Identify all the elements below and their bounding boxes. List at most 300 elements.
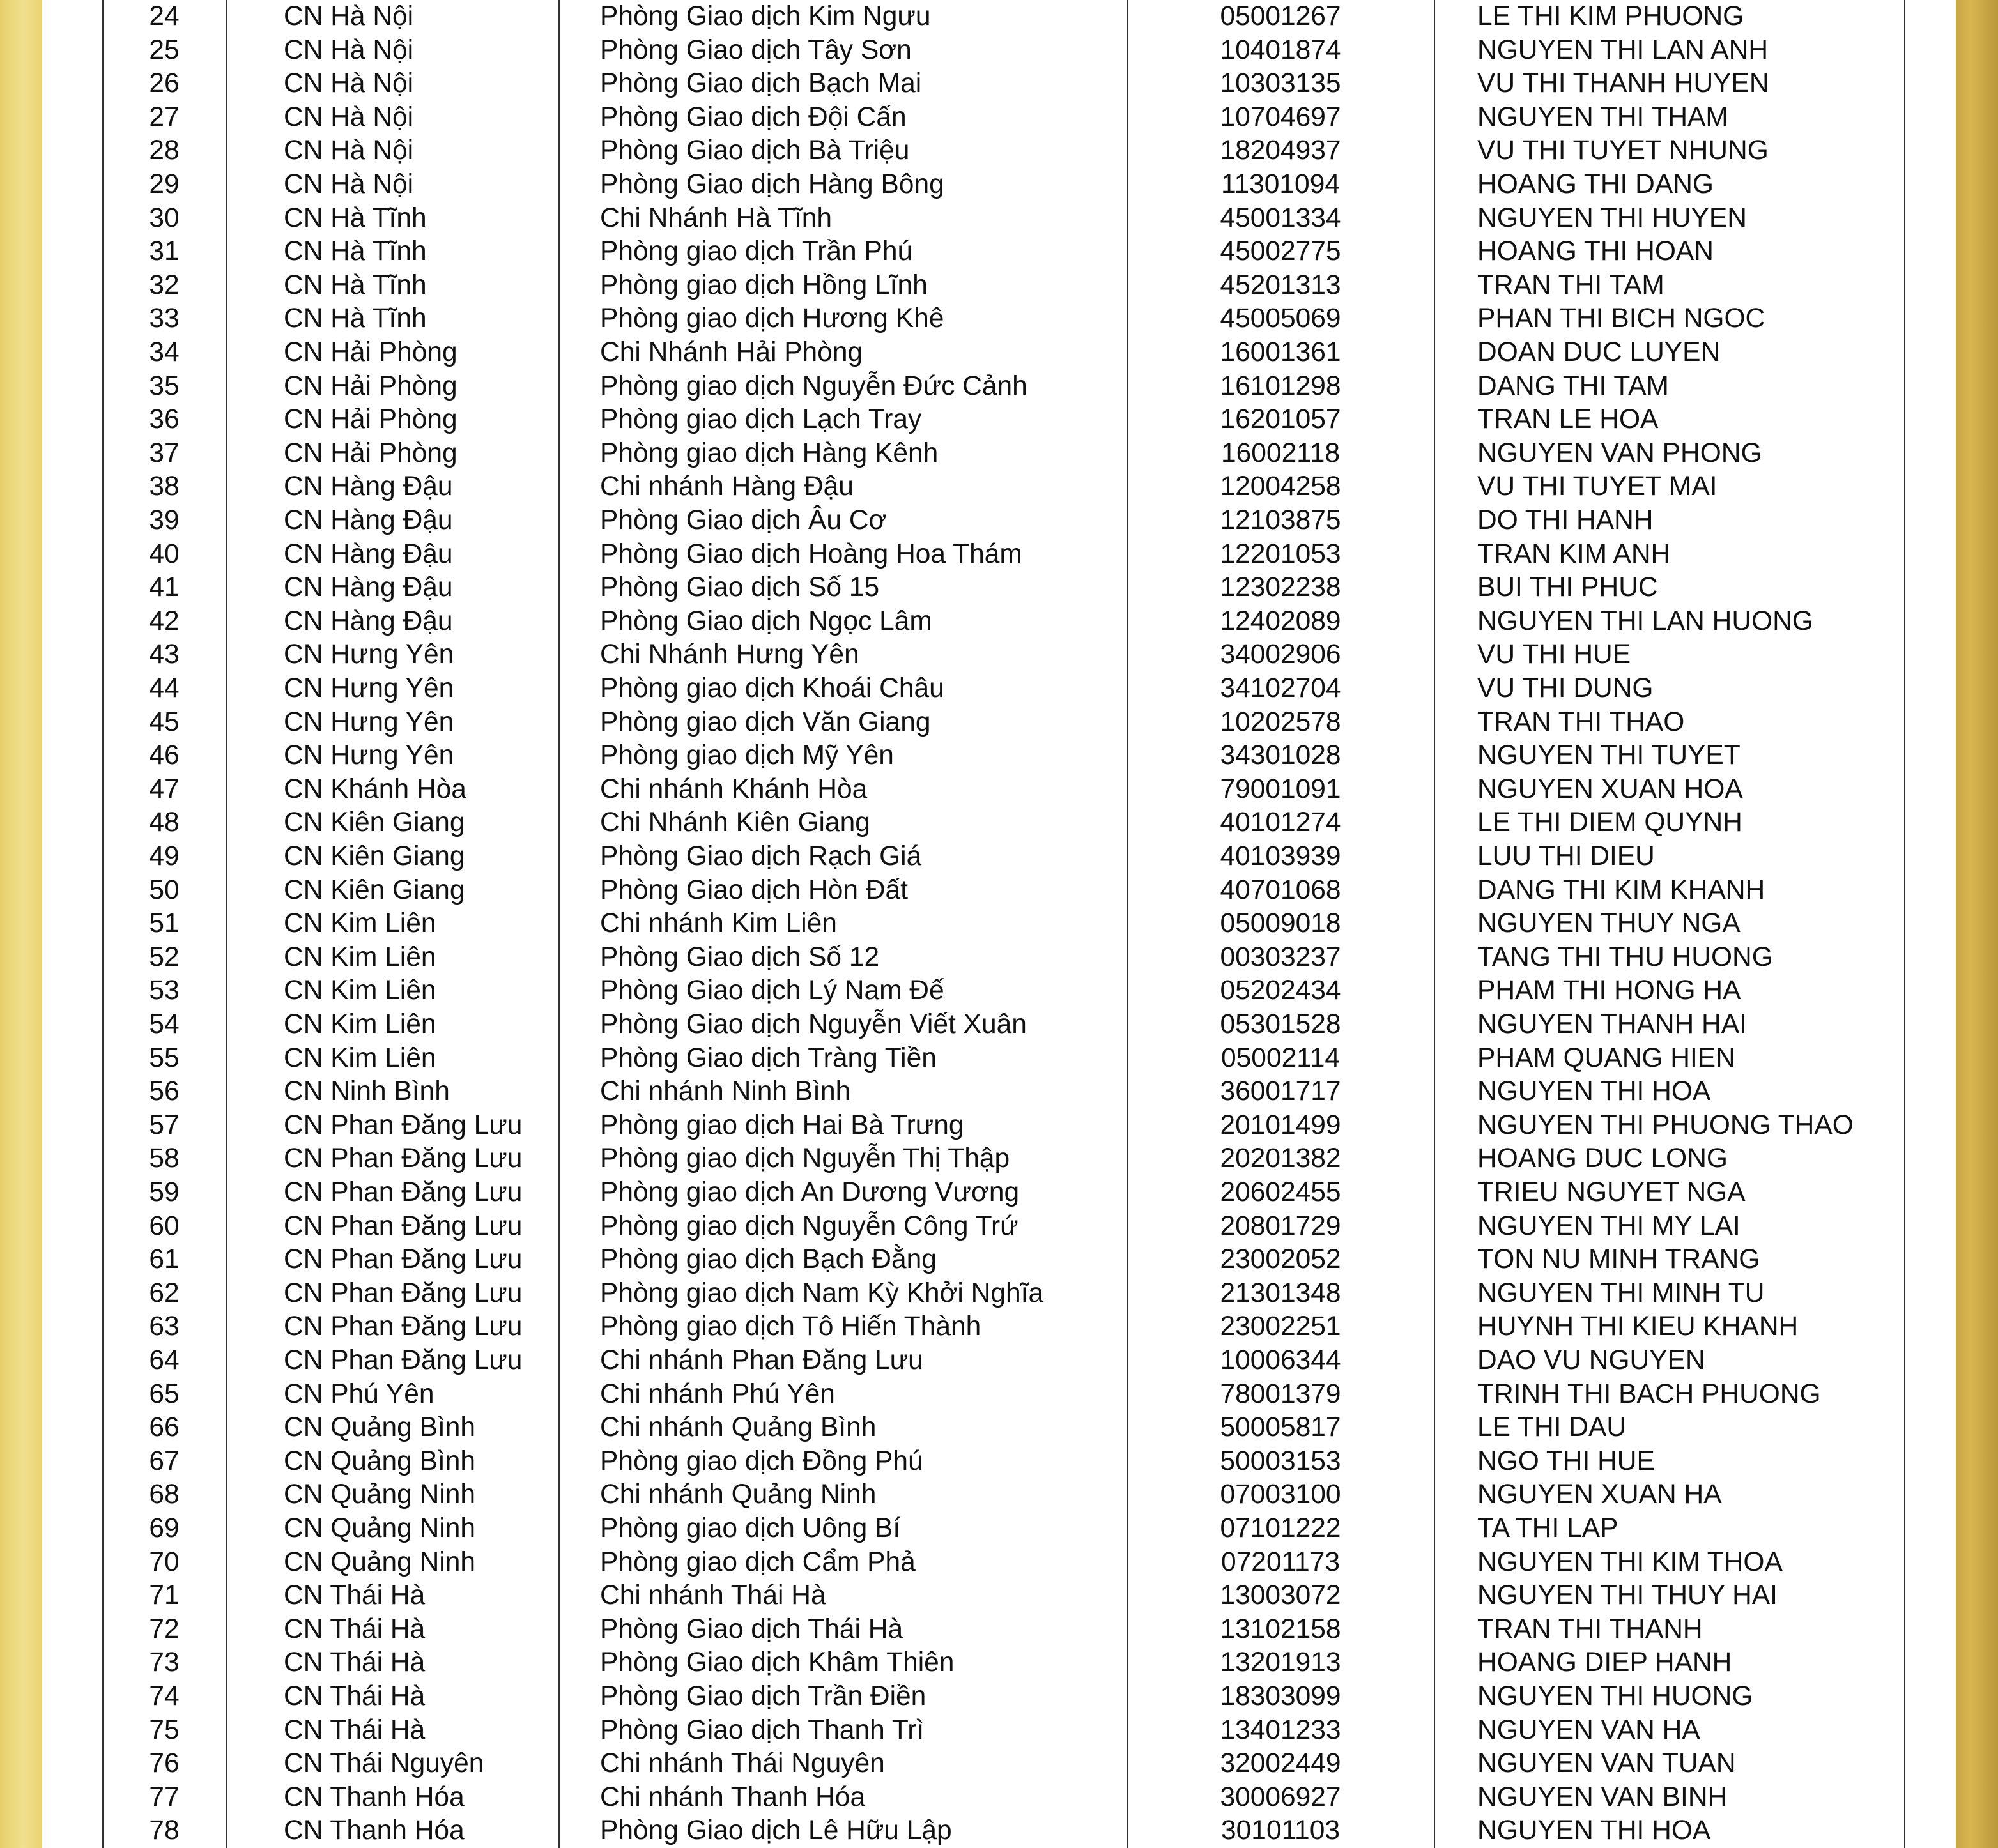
office-name: Phòng giao dịch Bạch Đằng bbox=[600, 1244, 937, 1275]
staff-name: DOAN DUC LUYEN bbox=[1477, 337, 1721, 367]
table-row bbox=[102, 168, 1905, 202]
branch-name: CN Hưng Yên bbox=[284, 639, 454, 670]
table-row bbox=[102, 504, 1905, 538]
table-row bbox=[102, 336, 1905, 370]
branch-name: CN Hà Nội bbox=[284, 169, 414, 199]
staff-name: HUYNH THI KIEU KHANH bbox=[1477, 1311, 1799, 1342]
row-number: 28 bbox=[149, 135, 180, 166]
branch-name: CN Phan Đăng Lưu bbox=[284, 1345, 523, 1375]
branch-name: CN Phan Đăng Lưu bbox=[284, 1210, 523, 1241]
office-name: Chi nhánh Thái Hà bbox=[600, 1580, 826, 1611]
office-name: Phòng Giao dịch Hòn Đất bbox=[600, 874, 908, 905]
row-number: 61 bbox=[149, 1244, 180, 1275]
staff-code: 30101103 bbox=[1221, 1815, 1340, 1846]
staff-code: 45002775 bbox=[1220, 236, 1341, 267]
office-name: Phòng giao dịch Hồng Lĩnh bbox=[600, 270, 928, 300]
branch-name: CN Ninh Bình bbox=[284, 1076, 450, 1107]
staff-code: 23002052 bbox=[1220, 1244, 1341, 1275]
staff-name: NGUYEN THANH HAI bbox=[1477, 1009, 1747, 1039]
office-name: Phòng Giao dịch Số 15 bbox=[600, 572, 880, 603]
staff-name: NGUYEN THI MINH TU bbox=[1477, 1278, 1765, 1308]
office-name: Phòng Giao dịch Thái Hà bbox=[600, 1614, 903, 1644]
office-name: Phòng Giao dịch Hoàng Hoa Thám bbox=[600, 538, 1022, 569]
row-number: 59 bbox=[149, 1177, 180, 1207]
office-name: Phòng Giao dịch Lê Hữu Lập bbox=[600, 1815, 952, 1846]
office-name: Phòng giao dịch Mỹ Yên bbox=[600, 740, 894, 771]
table-row bbox=[102, 1512, 1905, 1546]
table-row bbox=[102, 0, 1905, 34]
staff-name: DANG THI KIM KHANH bbox=[1477, 874, 1765, 905]
branch-name: CN Hải Phòng bbox=[284, 404, 457, 435]
branch-name: CN Kim Liên bbox=[284, 1009, 436, 1039]
staff-name: NGO THI HUE bbox=[1477, 1446, 1655, 1476]
office-name: Phòng Giao dịch Ngọc Lâm bbox=[600, 606, 932, 636]
table-row bbox=[102, 773, 1905, 807]
row-number: 69 bbox=[149, 1513, 180, 1543]
staff-code: 10401874 bbox=[1220, 34, 1341, 65]
row-number: 53 bbox=[149, 975, 180, 1006]
branch-name: CN Thanh Hóa bbox=[284, 1815, 465, 1846]
staff-name: TRAN LE HOA bbox=[1477, 404, 1659, 435]
staff-name: HOANG DUC LONG bbox=[1477, 1143, 1728, 1174]
staff-code: 50003153 bbox=[1220, 1446, 1341, 1476]
office-name: Phòng giao dịch Nguyễn Công Trứ bbox=[600, 1210, 1018, 1241]
row-number: 32 bbox=[149, 270, 180, 300]
staff-name: TRINH THI BACH PHUONG bbox=[1477, 1378, 1821, 1409]
staff-name: VU THI TUYET MAI bbox=[1477, 471, 1718, 502]
staff-code: 34002906 bbox=[1220, 639, 1341, 670]
row-number: 24 bbox=[149, 1, 180, 31]
row-number: 41 bbox=[149, 572, 180, 603]
staff-code: 18303099 bbox=[1220, 1681, 1341, 1711]
office-name: Chi nhánh Hàng Đậu bbox=[600, 471, 854, 502]
table-row bbox=[102, 1176, 1905, 1210]
branch-name: CN Quảng Ninh bbox=[284, 1546, 476, 1577]
staff-name: PHAM QUANG HIEN bbox=[1477, 1042, 1735, 1073]
table-row bbox=[102, 605, 1905, 639]
table-row bbox=[102, 739, 1905, 773]
staff-name: LE THI DIEM QUYNH bbox=[1477, 807, 1742, 838]
staff-name: NGUYEN THI KIM THOA bbox=[1477, 1546, 1783, 1577]
table-row bbox=[102, 571, 1905, 605]
staff-name: HOANG DIEP HANH bbox=[1477, 1647, 1732, 1678]
staff-code: 20801729 bbox=[1220, 1210, 1341, 1241]
staff-code: 12103875 bbox=[1220, 505, 1341, 535]
staff-name: NGUYEN THI LAN ANH bbox=[1477, 34, 1769, 65]
office-name: Phòng giao dịch An Dương Vương bbox=[600, 1177, 1020, 1207]
staff-code: 30006927 bbox=[1220, 1782, 1341, 1812]
staff-code: 50005817 bbox=[1220, 1412, 1341, 1443]
table-row bbox=[102, 1243, 1905, 1277]
table-row bbox=[102, 1075, 1905, 1109]
office-name: Chi Nhánh Hải Phòng bbox=[600, 337, 863, 367]
branch-name: CN Hà Nội bbox=[284, 102, 414, 132]
office-name: Phòng giao dịch Cẩm Phả bbox=[600, 1546, 916, 1577]
row-number: 46 bbox=[149, 740, 180, 771]
office-name: Phòng giao dịch Hàng Kênh bbox=[600, 438, 939, 468]
staff-name: NGUYEN THI HUONG bbox=[1477, 1681, 1753, 1711]
office-name: Phòng giao dịch Nam Kỳ Khởi Nghĩa bbox=[600, 1278, 1044, 1308]
table-row bbox=[102, 1546, 1905, 1580]
row-number: 37 bbox=[149, 438, 180, 468]
table-row bbox=[102, 706, 1905, 740]
office-name: Phòng giao dịch Trần Phú bbox=[600, 236, 913, 267]
row-number: 64 bbox=[149, 1345, 180, 1375]
staff-code: 10006344 bbox=[1220, 1345, 1341, 1375]
staff-name: NGUYEN XUAN HA bbox=[1477, 1479, 1722, 1510]
staff-code: 16101298 bbox=[1220, 370, 1341, 401]
staff-code: 23002251 bbox=[1220, 1311, 1341, 1342]
row-number: 71 bbox=[149, 1580, 180, 1611]
branch-name: CN Kiên Giang bbox=[284, 874, 465, 905]
staff-name: DANG THI TAM bbox=[1477, 370, 1669, 401]
table-row bbox=[102, 874, 1905, 908]
branch-name: CN Thái Hà bbox=[284, 1580, 426, 1611]
table-row bbox=[102, 370, 1905, 404]
table-row bbox=[102, 470, 1905, 504]
office-name: Phòng Giao dịch Hàng Bông bbox=[600, 169, 944, 199]
staff-table bbox=[102, 0, 1905, 1848]
office-name: Phòng Giao dịch Âu Cơ bbox=[600, 505, 887, 535]
table-row bbox=[102, 1478, 1905, 1512]
office-name: Chi nhánh Thái Nguyên bbox=[600, 1748, 885, 1779]
branch-name: CN Hàng Đậu bbox=[284, 572, 453, 603]
staff-name: NGUYEN THI LAN HUONG bbox=[1477, 606, 1813, 636]
staff-code: 05001267 bbox=[1220, 1, 1341, 31]
staff-name: DO THI HANH bbox=[1477, 505, 1654, 535]
staff-name: BUI THI PHUC bbox=[1477, 572, 1658, 603]
row-number: 68 bbox=[149, 1479, 180, 1510]
office-name: Phòng Giao dịch Lý Nam Đế bbox=[600, 975, 944, 1006]
staff-code: 16001361 bbox=[1220, 337, 1341, 367]
staff-code: 12201053 bbox=[1220, 538, 1341, 569]
branch-name: CN Kiên Giang bbox=[284, 807, 465, 838]
staff-name: NGUYEN VAN HA bbox=[1477, 1714, 1700, 1745]
office-name: Chi nhánh Thanh Hóa bbox=[600, 1782, 866, 1812]
branch-name: CN Hà Nội bbox=[284, 135, 414, 166]
branch-name: CN Thái Nguyên bbox=[284, 1748, 484, 1779]
branch-name: CN Quảng Bình bbox=[284, 1412, 476, 1443]
staff-name: LE THI DAU bbox=[1477, 1412, 1627, 1443]
staff-name: HOANG THI DANG bbox=[1477, 169, 1714, 199]
office-name: Chi nhánh Kim Liên bbox=[600, 908, 837, 939]
office-name: Phòng giao dịch Văn Giang bbox=[600, 706, 931, 737]
staff-code: 45005069 bbox=[1220, 303, 1341, 334]
branch-name: CN Hàng Đậu bbox=[284, 471, 453, 502]
table-row bbox=[102, 974, 1905, 1008]
staff-code: 21301348 bbox=[1220, 1278, 1341, 1308]
table-row bbox=[102, 1042, 1905, 1076]
office-name: Phòng Giao dịch Nguyễn Viết Xuân bbox=[600, 1009, 1027, 1039]
table-row bbox=[102, 1210, 1905, 1244]
row-number: 76 bbox=[149, 1748, 180, 1779]
staff-name: TRAN KIM ANH bbox=[1477, 538, 1671, 569]
row-number: 35 bbox=[149, 370, 180, 401]
branch-name: CN Phan Đăng Lưu bbox=[284, 1244, 523, 1275]
table-row bbox=[102, 202, 1905, 236]
table-row bbox=[102, 437, 1905, 471]
staff-name: NGUYEN VAN TUAN bbox=[1477, 1748, 1736, 1779]
staff-code: 34102704 bbox=[1220, 673, 1341, 703]
office-name: Phòng giao dịch Hương Khê bbox=[600, 303, 944, 334]
table-row bbox=[102, 1579, 1905, 1613]
staff-name: NGUYEN THI HOA bbox=[1477, 1076, 1711, 1107]
staff-name: NGUYEN VAN PHONG bbox=[1477, 438, 1762, 468]
branch-name: CN Hà Tĩnh bbox=[284, 236, 427, 267]
branch-name: CN Hà Tĩnh bbox=[284, 202, 427, 233]
branch-name: CN Phan Đăng Lưu bbox=[284, 1278, 523, 1308]
office-name: Phòng Giao dịch Đội Cấn bbox=[600, 102, 907, 132]
staff-code: 16201057 bbox=[1220, 404, 1341, 435]
office-name: Chi nhánh Ninh Bình bbox=[600, 1076, 851, 1107]
row-number: 29 bbox=[149, 169, 180, 199]
office-name: Phòng Giao dịch Tây Sơn bbox=[600, 34, 912, 65]
branch-name: CN Hà Nội bbox=[284, 1, 414, 31]
table-row bbox=[102, 1277, 1905, 1311]
row-number: 36 bbox=[149, 404, 180, 435]
table-row bbox=[102, 1814, 1905, 1848]
office-name: Phòng giao dịch Nguyễn Đức Cảnh bbox=[600, 370, 1027, 401]
staff-name: NGUYEN THI HOA bbox=[1477, 1815, 1711, 1846]
staff-code: 11301094 bbox=[1221, 169, 1340, 199]
table-row bbox=[102, 941, 1905, 975]
table-row bbox=[102, 302, 1905, 336]
table-row bbox=[102, 1008, 1905, 1042]
office-name: Phòng Giao dịch Kim Ngưu bbox=[600, 1, 931, 31]
table-row bbox=[102, 638, 1905, 672]
office-name: Phòng Giao dịch Tràng Tiền bbox=[600, 1042, 937, 1073]
staff-code: 12302238 bbox=[1220, 572, 1341, 603]
table-row bbox=[102, 1680, 1905, 1714]
table-row bbox=[102, 269, 1905, 303]
table-row bbox=[102, 1411, 1905, 1445]
staff-code: 13003072 bbox=[1220, 1580, 1341, 1611]
staff-name: NGUYEN XUAN HOA bbox=[1477, 774, 1743, 804]
staff-name: HOANG THI HOAN bbox=[1477, 236, 1714, 267]
branch-name: CN Hàng Đậu bbox=[284, 538, 453, 569]
table-row bbox=[102, 1445, 1905, 1479]
staff-code: 13201913 bbox=[1220, 1647, 1341, 1678]
branch-name: CN Kim Liên bbox=[284, 975, 436, 1006]
office-name: Phòng giao dịch Tô Hiến Thành bbox=[600, 1311, 981, 1342]
table-row bbox=[102, 1613, 1905, 1647]
staff-name: NGUYEN THI MY LAI bbox=[1477, 1210, 1741, 1241]
branch-name: CN Thanh Hóa bbox=[284, 1782, 465, 1812]
row-number: 51 bbox=[149, 908, 180, 939]
table-row bbox=[102, 907, 1905, 941]
staff-name: VU THI HUE bbox=[1477, 639, 1631, 670]
staff-code: 12402089 bbox=[1220, 606, 1341, 636]
branch-name: CN Phan Đăng Lưu bbox=[284, 1311, 523, 1342]
staff-name: NGUYEN THI THAM bbox=[1477, 102, 1728, 132]
branch-name: CN Hà Tĩnh bbox=[284, 303, 427, 334]
office-name: Phòng giao dịch Đồng Phú bbox=[600, 1446, 923, 1476]
staff-name: NGUYEN THI THUY HAI bbox=[1477, 1580, 1778, 1611]
office-name: Phòng Giao dịch Trần Điền bbox=[600, 1681, 926, 1711]
office-name: Phòng Giao dịch Thanh Trì bbox=[600, 1714, 925, 1745]
table-row bbox=[102, 672, 1905, 706]
office-name: Chi nhánh Phú Yên bbox=[600, 1378, 835, 1409]
row-number: 50 bbox=[149, 874, 180, 905]
staff-name: TRAN THI THANH bbox=[1477, 1614, 1703, 1644]
branch-name: CN Thái Hà bbox=[284, 1614, 426, 1644]
table-row bbox=[102, 134, 1905, 168]
branch-name: CN Kiên Giang bbox=[284, 841, 465, 871]
row-number: 44 bbox=[149, 673, 180, 703]
row-number: 66 bbox=[149, 1412, 180, 1443]
office-name: Phòng Giao dịch Số 12 bbox=[600, 942, 880, 972]
staff-code: 20602455 bbox=[1220, 1177, 1341, 1207]
branch-name: CN Khánh Hòa bbox=[284, 774, 466, 804]
staff-code: 07003100 bbox=[1220, 1479, 1341, 1510]
staff-name: NGUYEN VAN BINH bbox=[1477, 1782, 1728, 1812]
row-number: 55 bbox=[149, 1042, 180, 1073]
row-number: 42 bbox=[149, 606, 180, 636]
branch-name: CN Hải Phòng bbox=[284, 337, 457, 367]
staff-code: 40103939 bbox=[1220, 841, 1341, 871]
staff-code: 16002118 bbox=[1221, 438, 1340, 468]
branch-name: CN Phan Đăng Lưu bbox=[284, 1143, 523, 1174]
row-number: 57 bbox=[149, 1110, 180, 1140]
office-name: Phòng Giao dịch Khâm Thiên bbox=[600, 1647, 955, 1678]
table-row bbox=[102, 1344, 1905, 1378]
row-number: 60 bbox=[149, 1210, 180, 1241]
table-row bbox=[102, 1109, 1905, 1143]
branch-name: CN Hà Nội bbox=[284, 68, 414, 99]
row-number: 25 bbox=[149, 34, 180, 65]
row-number: 27 bbox=[149, 102, 180, 132]
row-number: 33 bbox=[149, 303, 180, 334]
staff-name: LUU THI DIEU bbox=[1477, 841, 1655, 871]
staff-name: PHAM THI HONG HA bbox=[1477, 975, 1741, 1006]
branch-name: CN Thái Hà bbox=[284, 1647, 426, 1678]
office-name: Phòng Giao dịch Bà Triệu bbox=[600, 135, 910, 166]
branch-name: CN Hải Phòng bbox=[284, 370, 457, 401]
branch-name: CN Quảng Bình bbox=[284, 1446, 476, 1476]
office-name: Chi Nhánh Hà Tĩnh bbox=[600, 202, 833, 233]
branch-name: CN Thái Hà bbox=[284, 1681, 426, 1711]
row-number: 52 bbox=[149, 942, 180, 972]
staff-code: 07201173 bbox=[1221, 1546, 1340, 1577]
staff-code: 45001334 bbox=[1220, 202, 1341, 233]
row-number: 47 bbox=[149, 774, 180, 804]
table-row bbox=[102, 101, 1905, 135]
staff-name: NGUYEN THUY NGA bbox=[1477, 908, 1741, 939]
staff-code: 78001379 bbox=[1220, 1378, 1341, 1409]
row-number: 65 bbox=[149, 1378, 180, 1409]
branch-name: CN Quảng Ninh bbox=[284, 1513, 476, 1543]
office-name: Chi Nhánh Kiên Giang bbox=[600, 807, 870, 838]
table-row bbox=[102, 1781, 1905, 1815]
staff-code: 10303135 bbox=[1220, 68, 1341, 99]
row-number: 49 bbox=[149, 841, 180, 871]
staff-name: TANG THI THU HUONG bbox=[1477, 942, 1773, 972]
branch-name: CN Kim Liên bbox=[284, 1042, 436, 1073]
table-row bbox=[102, 1747, 1905, 1781]
branch-name: CN Hưng Yên bbox=[284, 740, 454, 771]
office-name: Chi nhánh Quảng Bình bbox=[600, 1412, 877, 1443]
table-row bbox=[102, 1378, 1905, 1412]
gold-border-left bbox=[0, 0, 42, 1848]
row-number: 34 bbox=[149, 337, 180, 367]
table-row bbox=[102, 1142, 1905, 1176]
office-name: Chi nhánh Quảng Ninh bbox=[600, 1479, 877, 1510]
office-name: Phòng giao dịch Uông Bí bbox=[600, 1513, 901, 1543]
office-name: Phòng Giao dịch Bạch Mai bbox=[600, 68, 922, 99]
staff-code: 34301028 bbox=[1220, 740, 1341, 771]
staff-code: 10704697 bbox=[1220, 102, 1341, 132]
staff-code: 10202578 bbox=[1220, 706, 1341, 737]
office-name: Phòng giao dịch Lạch Tray bbox=[600, 404, 922, 435]
staff-code: 40701068 bbox=[1220, 874, 1341, 905]
staff-code: 00303237 bbox=[1220, 942, 1341, 972]
staff-name: LE THI KIM PHUONG bbox=[1477, 1, 1744, 31]
table-row bbox=[102, 806, 1905, 840]
staff-code: 36001717 bbox=[1220, 1076, 1341, 1107]
staff-name: NGUYEN THI TUYET bbox=[1477, 740, 1741, 771]
row-number: 62 bbox=[149, 1278, 180, 1308]
row-number: 45 bbox=[149, 706, 180, 737]
branch-name: CN Hàng Đậu bbox=[284, 505, 453, 535]
staff-code: 18204937 bbox=[1220, 135, 1341, 166]
gold-border-right bbox=[1956, 0, 1998, 1848]
row-number: 56 bbox=[149, 1076, 180, 1107]
staff-code: 07101222 bbox=[1220, 1513, 1341, 1543]
branch-name: CN Hưng Yên bbox=[284, 706, 454, 737]
office-name: Chi Nhánh Hưng Yên bbox=[600, 639, 859, 670]
row-number: 26 bbox=[149, 68, 180, 99]
branch-name: CN Phan Đăng Lưu bbox=[284, 1177, 523, 1207]
office-name: Phòng Giao dịch Rạch Giá bbox=[600, 841, 922, 871]
branch-name: CN Phan Đăng Lưu bbox=[284, 1110, 523, 1140]
staff-name: TRAN THI THAO bbox=[1477, 706, 1685, 737]
staff-code: 20101499 bbox=[1220, 1110, 1341, 1140]
row-number: 78 bbox=[149, 1815, 180, 1846]
table-row bbox=[102, 1310, 1905, 1344]
branch-name: CN Thái Hà bbox=[284, 1714, 426, 1745]
branch-name: CN Hà Tĩnh bbox=[284, 270, 427, 300]
branch-name: CN Kim Liên bbox=[284, 908, 436, 939]
row-number: 72 bbox=[149, 1614, 180, 1644]
office-name: Phòng giao dịch Khoái Châu bbox=[600, 673, 944, 703]
staff-code: 12004258 bbox=[1220, 471, 1341, 502]
branch-name: CN Hàng Đậu bbox=[284, 606, 453, 636]
staff-name: VU THI TUYET NHUNG bbox=[1477, 135, 1769, 166]
staff-name: PHAN THI BICH NGOC bbox=[1477, 303, 1765, 334]
staff-name: TA THI LAP bbox=[1477, 1513, 1618, 1543]
branch-name: CN Kim Liên bbox=[284, 942, 436, 972]
staff-name: TRAN THI TAM bbox=[1477, 270, 1664, 300]
office-name: Chi nhánh Khánh Hòa bbox=[600, 774, 868, 804]
staff-name: NGUYEN THI HUYEN bbox=[1477, 202, 1747, 233]
row-number: 40 bbox=[149, 538, 180, 569]
table-row bbox=[102, 538, 1905, 572]
office-name: Phòng giao dịch Nguyễn Thị Thập bbox=[600, 1143, 1010, 1174]
row-number: 38 bbox=[149, 471, 180, 502]
staff-name: VU THI DUNG bbox=[1477, 673, 1654, 703]
office-name: Chi nhánh Phan Đăng Lưu bbox=[600, 1345, 923, 1375]
row-number: 74 bbox=[149, 1681, 180, 1711]
row-number: 54 bbox=[149, 1009, 180, 1039]
table-row bbox=[102, 840, 1905, 874]
staff-code: 13102158 bbox=[1220, 1614, 1341, 1644]
staff-code: 05301528 bbox=[1220, 1009, 1341, 1039]
row-number: 31 bbox=[149, 236, 180, 267]
table-row bbox=[102, 1646, 1905, 1680]
row-number: 70 bbox=[149, 1546, 180, 1577]
table-row bbox=[102, 403, 1905, 437]
table-row bbox=[102, 235, 1905, 269]
